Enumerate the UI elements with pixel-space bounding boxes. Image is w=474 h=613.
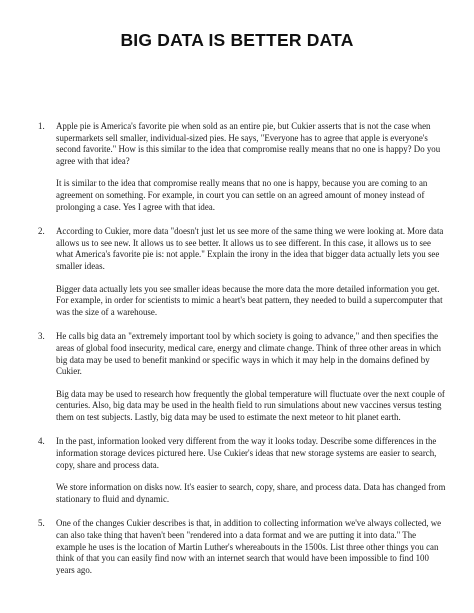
question-text: He calls big data an "extremely important tool by which society is going to advance," and then specifies the areas of global food insecurity, medical care, energy and climate change. Think of three other areas in which big data may be used to benefit mankind or specific ways in which it may help in the domains defined by Cukier. (56, 331, 441, 377)
question-number: 4. (38, 436, 45, 447)
question-text: Apple pie is America's favorite pie when sold as an entire pie, but Cukier asserts that is not the case when supermarkets sell smaller, individual-sized pies. He says, "Everyone has to agree that apple is everyone's second favorite." How is this similar to the idea that compromise really means that no one is happy? Do you agree with that idea? (56, 121, 441, 166)
question-3 (38, 331, 446, 423)
answer-text: We store information on disks now. It's easier to search, copy, share, and process data. Data has changed from stationary to fluid and dynamic. (56, 482, 446, 504)
question-text: One of the changes Cukier describes is that, in addition to collecting information we've always collected, we can also take thing that haven't been "rendered into a data format and we are putting it into data." The example he uses is the location of Martin Luther's whereabouts in the 1500s. List three other things you can think of that you can easily find now with an internet search that would have been impossible to find 100 years ago. (56, 518, 442, 575)
answer-text: Bigger data actually lets you see smaller ideas because the more data the more detailed information you get. For example, in order for scientists to mimic a heart's beat pattern, they needed to build a supercomputer that was the size of a warehouse. (56, 283, 443, 317)
question-number: 5. (38, 518, 45, 529)
answer-text: Big data may be used to research how frequently the global temperature will fluctuate over the next couple of centuries. Also, big data may be used in the health field to run simulations about new vaccines versus testing them on test subjects. Lastly, big data may be used to estimate the next meteor to hit planet earth. (56, 388, 445, 422)
question-list (38, 121, 446, 589)
question-text: In the past, information looked very different from the way it looks today. Describe some differences in the information storage devices pictured here. Use Cukier's ideas that new storage systems are easier to search, copy, share and process data. (56, 436, 437, 470)
question-number: 3. (38, 331, 45, 342)
question-text: According to Cukier, more data "doesn't just let us see more of the same thing we were looking at. More data allows us to see new. It allows us to see better. It allows us to see different. In this case, it allows us to see what America's favorite pie is: not apple." Explain the irony in the idea that bigger data actually lets you see smaller ideas. (56, 226, 444, 271)
question-number: 1. (38, 121, 45, 131)
question-number: 2. (38, 226, 45, 237)
document-title: BIG DATA IS BETTER DATA (120, 30, 354, 50)
question-2 (38, 226, 446, 318)
question-4 (38, 436, 446, 505)
answer-text: It is similar to the idea that compromise really means that no one is happy, because you are coming to an agreement on something. For example, in court you can settle on an agreed amount of money instead of prolonging a case. Yes I agree with that idea. (56, 178, 428, 212)
question-5 (38, 518, 446, 576)
question-1 (38, 121, 446, 213)
